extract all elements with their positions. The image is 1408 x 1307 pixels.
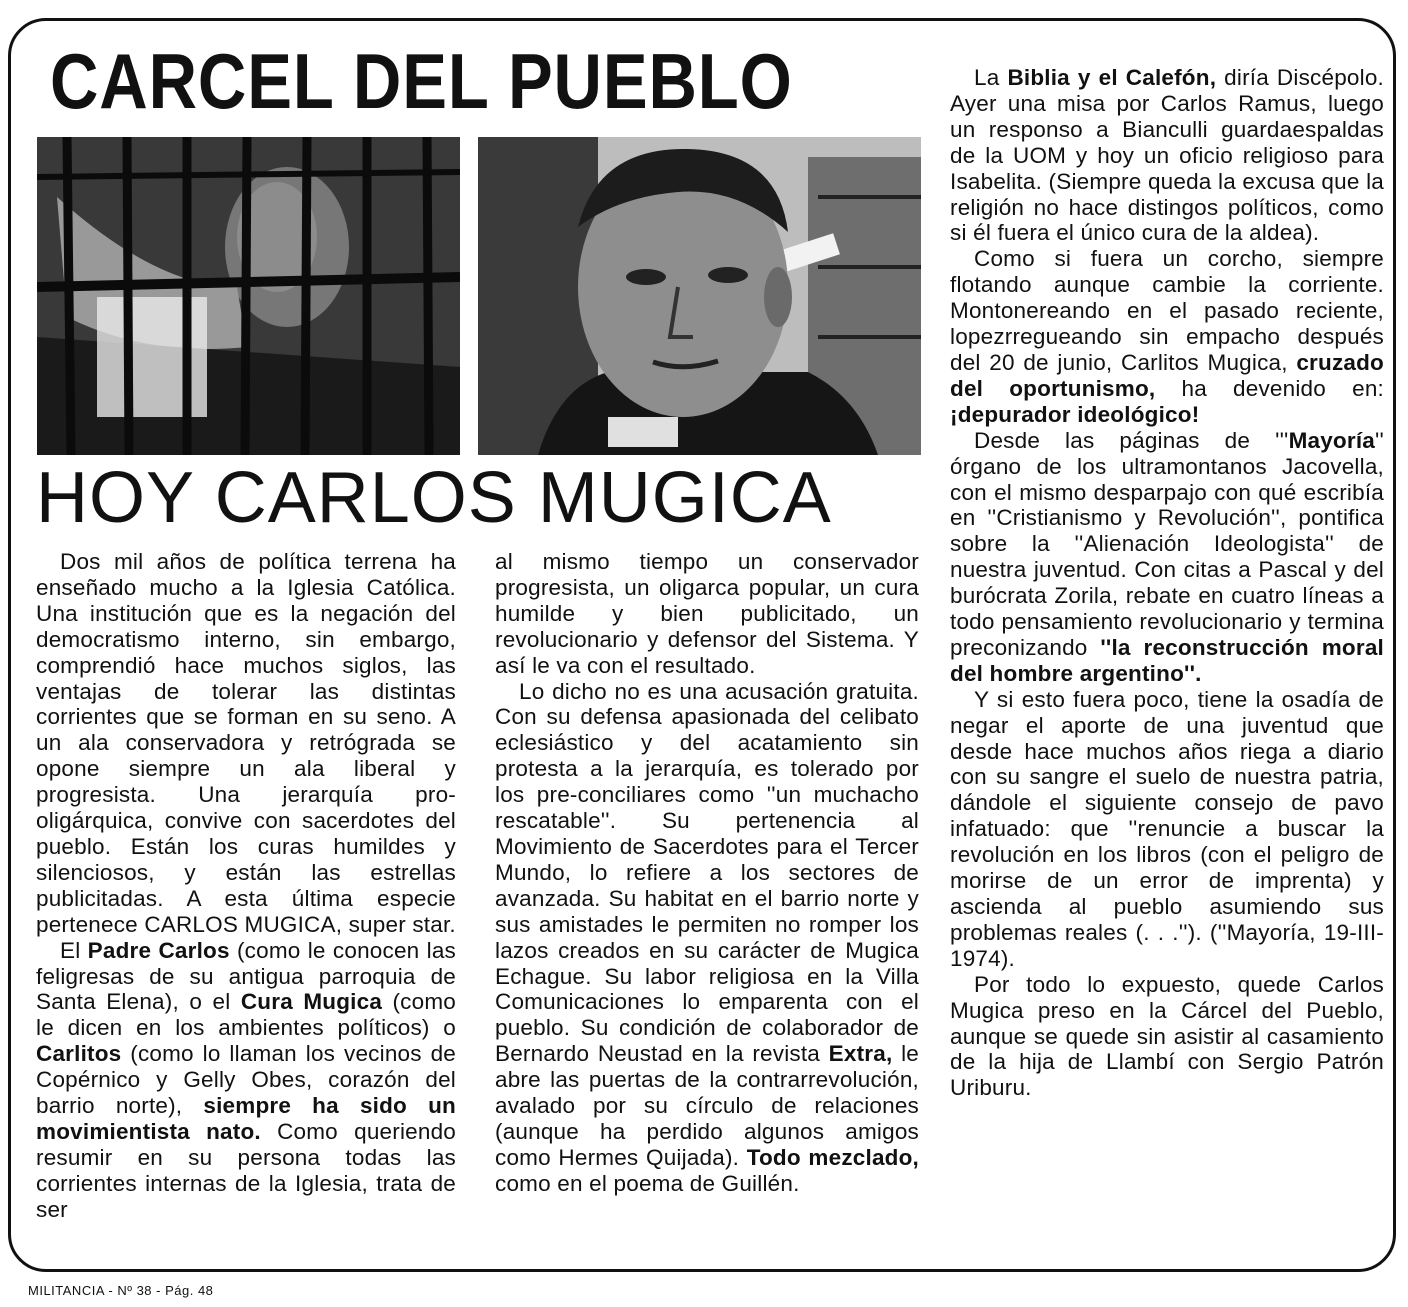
paragraph-text: Como si fuera un corcho, siempre flotando aunque cambie la corriente. Montonereando en el pasado reciente, lopezrregueando sin empacho después del 20 de junio, Carlitos Mugica, (950, 246, 1384, 375)
paragraph (36, 938, 456, 1223)
paragraph-text: (como lo llaman los vecinos de Copérnico y Gelly Obes, corazón del barrio norte), (36, 1041, 456, 1119)
page-footer: MILITANCIA - Nº 38 - Pág. 48 (28, 1283, 214, 1298)
paragraph (950, 428, 1384, 687)
bold-text: ''la reconstrucción moral del hombre argentino''. (950, 634, 1384, 686)
bold-text: Carlitos (36, 1041, 122, 1067)
paragraph (950, 972, 1384, 1102)
paragraph (495, 549, 919, 679)
paragraph-text: Por todo lo expuesto, quede Carlos Mugica preso en la Cárcel del Pueblo, aunque se quede sin asistir al casamiento de la hija de Llambí con Sergio Patrón Uriburu. (950, 971, 1384, 1101)
bold-text: Todo mezclado, (746, 1144, 919, 1170)
paragraph-text: como en el poema de Guillén. (495, 1170, 800, 1196)
paragraph-text: Como queriendo resumir en su persona todas las corrientes internas de la Iglesia, trata de ser (36, 1118, 456, 1222)
article-column-1 (36, 549, 456, 1223)
paragraph-text: Dos mil años de política terrena ha enseñado mucho a la Iglesia Católica. Una institución que es la negación del democratismo interno, sin embargo, comprendió hace muchos siglos, las ventajas de tolerar las distintas corrientes que se forman en su seno. A un ala conservadora y retrógrada se opone siempre un ala liberal y progresista. Una jerarquía pro-oligárquica, convive con sacerdotes del pueblo. Están los curas humildes y silenciosos, y están las estrellas publicitadas. A esta última especie pertenece CARLOS MUGICA, super star. (36, 549, 456, 937)
paragraph (950, 65, 1384, 246)
photo-priest-portrait (478, 137, 921, 455)
bold-text: ¡depurador ideológico! (950, 401, 1200, 427)
paragraph-text: (como le dicen en los ambientes políticos) o (36, 989, 456, 1041)
bold-text: Padre Carlos (87, 937, 230, 963)
bold-text: Biblia y el Calefón, (1007, 65, 1217, 90)
paragraph-text: '' órgano de los ultramontanos Jacovella, con el mismo desparpajo con qué escribía en ''Cristianismo y Revolución'', pontifica sobre la ''Alienación Ideologista'' de nuestra juventud. Con citas a Pascal y del burócrata Zorila, rebate en cuatro líneas a todo pensamiento revolucionario y termina preconizando (950, 427, 1384, 660)
paragraph-text: diría Discépolo. Ayer una misa por Carlos Ramus, luego un responso a Bianculli guardaespaldas de la UOM y hoy un oficio religioso para Isabelita. (Siempre queda la excusa que la religión no hace distingos políticos, como si él fuera el único cura de la aldea). (950, 65, 1384, 246)
paragraph (950, 687, 1384, 972)
paragraph-text: Lo dicho no es una acusación gratuita. Con su defensa apasionada del celibato eclesiástico y del acatamiento sin protesta a la jerarquía, es tolerado por los pre-conciliares como ''un muchacho rescatable''. Su pertenencia al Movimiento de Sacerdotes para el Tercer Mundo, lo refiere a los sectores de avanzada. Su habitat en el barrio norte y sus amistades le permiten no romper los lazos creados en su carácter de Mugica Echague. Su labor religiosa en la Villa Comunicaciones lo emparenta con el pueblo. Su condición de colaborador de Bernardo Neustad en la revista (495, 678, 919, 1067)
paragraph (495, 679, 919, 1197)
photo-prison-bars (37, 137, 460, 455)
bold-text: siempre ha sido un movimientista nato. (36, 1093, 456, 1144)
paragraph-text: Y si esto fuera poco, tiene la osadía de negar el aporte de una juventud que desde hace muchos años riega a diario con su sangre el suelo de nuestra patria, dándole el siguiente consejo de pavo infatuado: que ''renuncie a buscar la revolución en los libros (con el peligro de morirse de un error de imprenta) y ascienda al pueblo asumiendo sus problemas reales (. . .''). (''Mayoría, 19-III-1974). (950, 686, 1384, 971)
bold-text: Cura Mugica (240, 989, 383, 1015)
paragraph-text: le abre las puertas de la contrarrevolución, avalado por su círculo de relaciones (aunque ha perdido algunos amigos como Hermes Quijada). (495, 1041, 919, 1170)
paragraph-text: ha devenido en: (1155, 375, 1384, 401)
paragraph-text: El (60, 937, 88, 963)
paragraph (36, 549, 456, 938)
paragraph-text: La (974, 65, 1008, 90)
paragraph-text: (como le conocen las feligresas de su antigua parroquia de Santa Elena), o el (36, 937, 457, 1015)
article-column-2 (495, 549, 919, 1197)
article-column-3 (950, 65, 1384, 1101)
headline: CARCEL DEL PUEBLO (50, 37, 793, 125)
bold-text: Mayoría (1288, 427, 1375, 453)
paragraph-text: al mismo tiempo un conservador progresista, un oligarca popular, un cura humilde y bien publicitado, un revolucionario y defensor del Sistema. Y así le va con el resultado. (495, 549, 919, 678)
bold-text: cruzado del oportunismo, (950, 349, 1384, 401)
paragraph-text: Desde las páginas de ''' (974, 427, 1289, 453)
bold-text: Extra, (828, 1041, 893, 1067)
subheadline: HOY CARLOS MUGICA (36, 458, 832, 538)
paragraph (950, 246, 1384, 427)
